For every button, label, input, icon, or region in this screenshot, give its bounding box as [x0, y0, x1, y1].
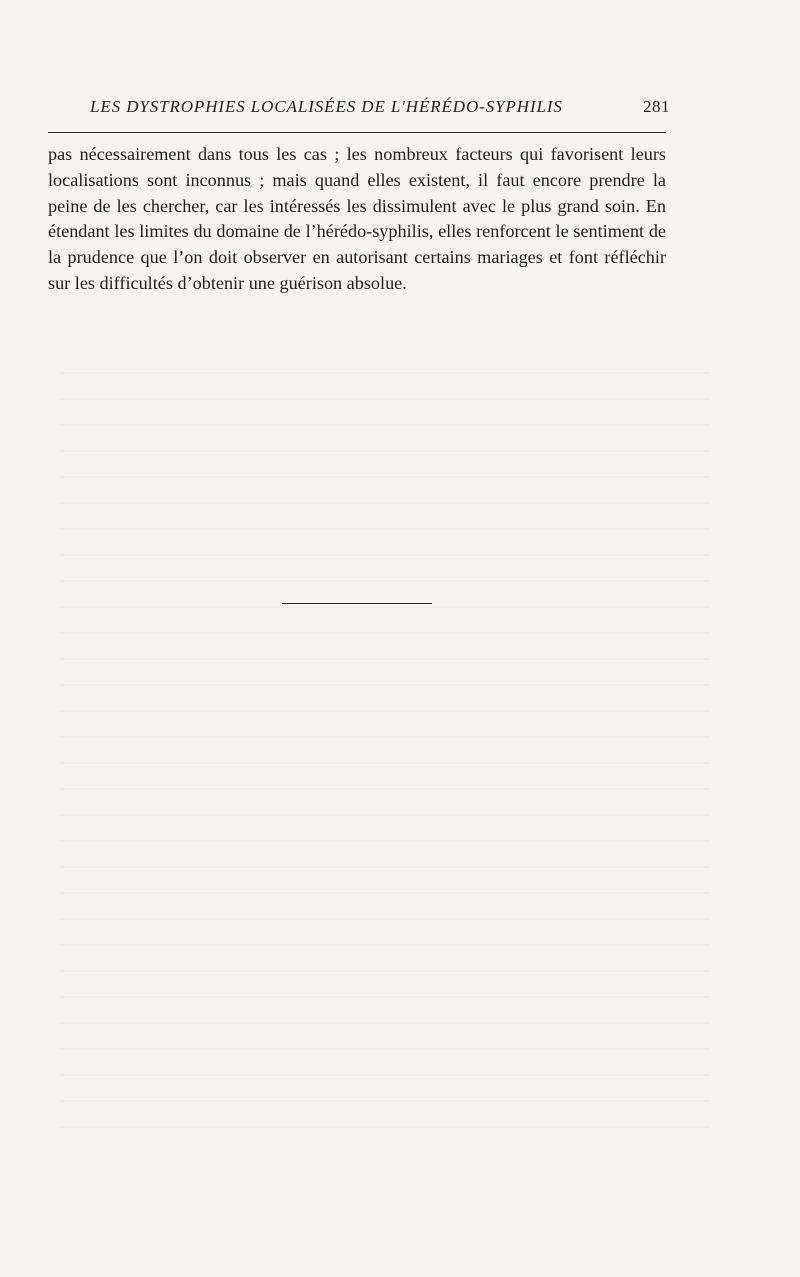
- running-head: [90, 97, 670, 123]
- section-end-rule: [282, 603, 432, 604]
- body-paragraph: pas nécessairement dans tous les cas ; les nombreux facteurs qui favorisent leurs localisations sont inconnus ; mais quand elles existent, il faut encore prendre la peine de les chercher, car les intéressés les dissimulent avec le plus grand soin. En étendant les limites du domaine de l’hérédo-syphilis, elles renforcent le sentiment de la prudence que l’on doit observer en autorisant certains mariages et font réfléchir sur les difficultés d’obtenir une guérison absolue.: [48, 144, 666, 293]
- show-through-texture: [60, 360, 710, 1140]
- page-number: 281: [643, 97, 670, 116]
- running-title: LES DYSTROPHIES LOCALISÉES DE L'HÉRÉDO-SYPHILIS: [90, 97, 563, 116]
- header-rule: [48, 132, 666, 133]
